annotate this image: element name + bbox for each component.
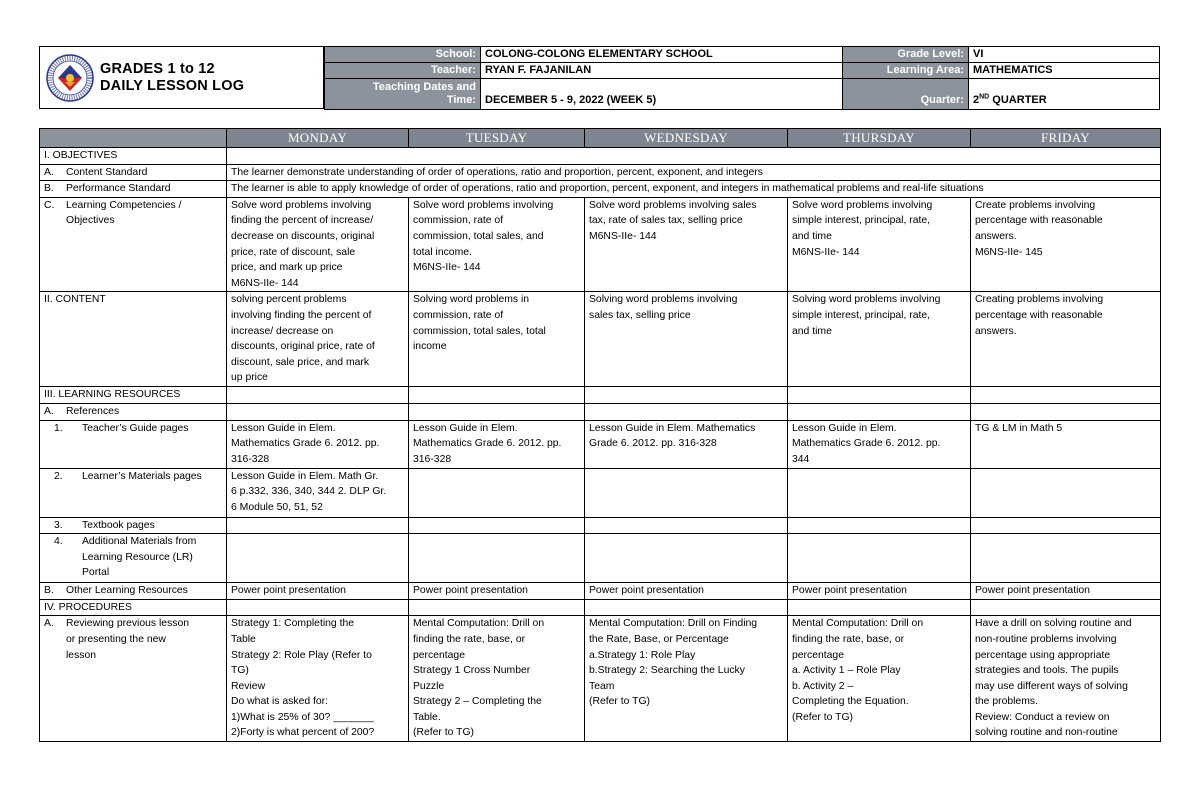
objectives-heading: I. OBJECTIVES: [40, 148, 227, 165]
am-blank-1: [227, 534, 409, 583]
textbook-row: [40, 517, 1161, 534]
lr-blank-5: [971, 387, 1161, 404]
day-tuesday: TUESDAY: [409, 129, 585, 148]
cell-line: Mathematics Grade 6. 2012. pp.: [792, 438, 941, 450]
cell-line: Do what is asked for:: [231, 696, 329, 708]
teaching-dates-label-line1: Teaching Dates and: [372, 81, 476, 93]
other-resources-label: [40, 583, 227, 600]
cell-line: and time: [792, 325, 832, 337]
competencies-tuesday: [409, 197, 585, 292]
day-thursday: THURSDAY: [788, 129, 971, 148]
cell-line: up price: [231, 372, 268, 384]
tg-thursday: [788, 420, 971, 468]
other-friday: Power point presentation: [971, 583, 1161, 600]
content-standard-value: The learner demonstrate understanding of order of operations, ratio and proportion, percent, exponent, and integers: [227, 164, 1161, 181]
cell-line: Review: [231, 680, 266, 692]
other-tuesday: Power point presentation: [409, 583, 585, 600]
cell-line: 1)What is 25% of 30? _______: [231, 711, 374, 723]
cell-line: finding the rate, base, or: [413, 633, 526, 645]
cell-line: solving routine and non-routine: [975, 727, 1118, 739]
teacher-value: RYAN F. FAJANILAN: [481, 63, 843, 79]
teachers-guide-num: 1.: [54, 422, 63, 434]
cell-line: Mental Computation: Drill on Finding: [589, 618, 758, 630]
cell-line: Solve word problems involving: [413, 199, 554, 211]
cell-line: percentage with reasonable: [975, 309, 1103, 321]
content-thursday: [788, 292, 971, 387]
competencies-num: C.: [44, 199, 55, 211]
cell-line: Strategy 2: Role Play (Refer to: [231, 649, 372, 661]
teaching-dates-label: [325, 79, 481, 110]
quarter-number: 2: [973, 94, 980, 106]
tg-monday: [227, 420, 409, 468]
day-wednesday: WEDNESDAY: [585, 129, 788, 148]
day-header-blank: [40, 129, 227, 148]
competencies-label: [40, 197, 227, 292]
cell-line: Solve word problems involving: [792, 199, 933, 211]
additional-materials-num: 4.: [54, 536, 63, 548]
pr-blank-4: [788, 599, 971, 616]
reviewing-row: [40, 616, 1161, 742]
content-standard-text: Content Standard: [66, 166, 148, 178]
cell-line: total income.: [413, 246, 472, 258]
cell-line: Mathematics Grade 6. 2012. pp.: [231, 438, 380, 450]
competencies-thursday: [788, 197, 971, 292]
content-standard-label: [40, 164, 227, 181]
other-resources-num: B.: [44, 585, 54, 597]
cell-line: Mental Computation: Drill on: [792, 618, 924, 630]
tg-friday: [971, 420, 1161, 468]
competencies-row: [40, 197, 1161, 292]
teacher-label: Teacher:: [325, 63, 481, 79]
cell-line: Strategy 1 Cross Number: [413, 665, 531, 677]
cell-line: tax, rate of sales tax, selling price: [589, 215, 743, 227]
cell-line: percentage using appropriate: [975, 649, 1111, 661]
teaching-dates-label-line2: Time:: [446, 94, 476, 106]
reviewing-thursday: [788, 616, 971, 742]
other-resources-text: Other Learning Resources: [66, 585, 188, 597]
pr-blank-1: [227, 599, 409, 616]
quarter-label: Quarter:: [843, 79, 969, 110]
cell-line: 344: [792, 453, 810, 465]
cell-line: M6NS-IIe- 144: [792, 246, 860, 258]
lm-monday: [227, 468, 409, 517]
cell-line: Mental Computation: Drill on: [413, 618, 545, 630]
cell-line: Lesson Guide in Elem. Math Gr.: [231, 470, 379, 482]
reviewing-label: [40, 616, 227, 742]
competencies-line2: Objectives: [66, 215, 115, 227]
lm-tuesday: [409, 468, 585, 517]
cell-line: the Rate, Base, or Percentage: [589, 633, 729, 645]
cell-line: Lesson Guide in Elem.: [231, 422, 336, 434]
teachers-guide-label: [40, 420, 227, 468]
other-resources-row: [40, 583, 1161, 600]
quarter-suffix: ND: [979, 93, 990, 101]
cell-line: M6NS-IIe- 144: [413, 262, 481, 274]
reviewing-tuesday: [409, 616, 585, 742]
learning-resources-row: [40, 387, 1161, 404]
cell-line: Table.: [413, 711, 441, 723]
learners-materials-num: 2.: [54, 470, 63, 482]
tb-blank-1: [227, 517, 409, 534]
pr-blank-5: [971, 599, 1161, 616]
cell-line: Solving word problems involving: [792, 294, 941, 306]
content-row: [40, 292, 1161, 387]
objectives-blank: [227, 148, 1161, 165]
header-info-table: [324, 46, 1160, 110]
cell-line: 6 Module 50, 51, 52: [231, 501, 323, 513]
tb-blank-4: [788, 517, 971, 534]
content-wednesday: [585, 292, 788, 387]
tb-blank-3: [585, 517, 788, 534]
cell-line: a. Activity 1 – Role Play: [792, 665, 901, 677]
learning-resources-heading: III. LEARNING RESOURCES: [40, 387, 227, 404]
competencies-line1: Learning Competencies /: [66, 199, 182, 211]
lr-blank-3: [585, 387, 788, 404]
cell-line: 316-328: [231, 453, 270, 465]
pr-blank-3: [585, 599, 788, 616]
learners-materials-row: [40, 468, 1161, 517]
teaching-dates-value: DECEMBER 5 - 9, 2022 (WEEK 5): [481, 79, 843, 110]
reviewing-line3: lesson: [66, 649, 97, 661]
cell-line: answers.: [975, 325, 1017, 337]
ref-blank-1: [227, 403, 409, 420]
lr-blank-1: [227, 387, 409, 404]
reviewing-line2: or presenting the new: [66, 633, 166, 645]
cell-line: and time: [792, 230, 832, 242]
lr-blank-4: [788, 387, 971, 404]
content-heading: II. CONTENT: [40, 292, 227, 387]
lr-blank-2: [409, 387, 585, 404]
school-label: School:: [325, 47, 481, 63]
day-monday: MONDAY: [227, 129, 409, 148]
cell-line: percentage: [413, 649, 465, 661]
competencies-friday: [971, 197, 1161, 292]
cell-line: percentage with reasonable: [975, 215, 1103, 227]
cell-line: Team: [589, 680, 615, 692]
cell-line: increase/ decrease on: [231, 325, 334, 337]
additional-line1: Additional Materials from: [82, 536, 197, 548]
cell-line: TG): [231, 665, 249, 677]
objectives-row: [40, 148, 1161, 165]
lm-thursday: [788, 468, 971, 517]
procedures-heading: IV. PROCEDURES: [40, 599, 227, 616]
cell-line: simple interest, principal, rate,: [792, 215, 931, 227]
ref-blank-2: [409, 403, 585, 420]
cell-line: sales tax, selling price: [589, 309, 691, 321]
reviewing-wednesday: [585, 616, 788, 742]
cell-line: may use different ways of solving: [975, 680, 1128, 692]
lm-wednesday: [585, 468, 788, 517]
tg-tuesday: [409, 420, 585, 468]
learning-area-label: Learning Area:: [843, 63, 969, 79]
cell-line: Puzzle: [413, 680, 445, 692]
quarter-value: [969, 79, 1160, 110]
deped-seal-icon: [46, 54, 94, 102]
cell-line: price, rate of discount, sale: [231, 246, 356, 258]
cell-line: Creating problems involving: [975, 294, 1104, 306]
competencies-monday: [227, 197, 409, 292]
procedures-row: [40, 599, 1161, 616]
cell-line: price, and mark up price: [231, 262, 343, 274]
references-row: [40, 403, 1161, 420]
references-text: References: [66, 405, 120, 417]
cell-line: 2)Forty is what percent of 200?: [231, 727, 375, 739]
teachers-guide-row: [40, 420, 1161, 468]
lesson-log-table: [39, 128, 1161, 742]
cell-line: a.Strategy 1: Role Play: [589, 649, 696, 661]
school-value: COLONG-COLONG ELEMENTARY SCHOOL: [481, 47, 843, 63]
am-blank-2: [409, 534, 585, 583]
cell-line: commission, total sales, total: [413, 325, 546, 337]
cell-line: the problems.: [975, 696, 1038, 708]
ref-blank-4: [788, 403, 971, 420]
am-blank-3: [585, 534, 788, 583]
references-num: A.: [44, 405, 54, 417]
cell-line: Create problems involving: [975, 199, 1096, 211]
cell-line: Lesson Guide in Elem.: [792, 422, 897, 434]
cell-line: discount, sale price, and mark: [231, 356, 370, 368]
grade-level-value: VI: [969, 47, 1160, 63]
cell-line: commission, rate of: [413, 309, 504, 321]
cell-line: commission, total sales, and: [413, 230, 544, 242]
content-standard-num: A.: [44, 166, 54, 178]
cell-line: b.Strategy 2: Searching the Lucky: [589, 665, 745, 677]
lm-friday: [971, 468, 1161, 517]
reviewing-monday: [227, 616, 409, 742]
cell-line: Have a drill on solving routine and: [975, 618, 1132, 630]
learning-area-value: MATHEMATICS: [969, 63, 1160, 79]
day-header-row: [40, 129, 1161, 148]
learners-materials-label: [40, 468, 227, 517]
other-wednesday: Power point presentation: [585, 583, 788, 600]
cell-line: 316-328: [413, 453, 452, 465]
additional-line2: Learning Resource (LR): [82, 551, 193, 563]
reviewing-line1: Reviewing previous lesson: [66, 618, 190, 630]
cell-line: Completing the Equation.: [792, 696, 909, 708]
performance-standard-row: [40, 181, 1161, 198]
log-title-line1: GRADES 1 to 12: [100, 60, 215, 77]
am-blank-4: [788, 534, 971, 583]
performance-standard-label: [40, 181, 227, 198]
cell-line: (Refer to TG): [589, 696, 651, 708]
other-thursday: Power point presentation: [788, 583, 971, 600]
cell-line: involving finding the percent of: [231, 309, 372, 321]
cell-line: (Refer to TG): [792, 711, 854, 723]
cell-line: Solving word problems involving: [589, 294, 738, 306]
day-friday: FRIDAY: [971, 129, 1161, 148]
content-friday: [971, 292, 1161, 387]
other-monday: Power point presentation: [227, 583, 409, 600]
textbook-num: 3.: [54, 519, 63, 531]
cell-line: b. Activity 2 –: [792, 680, 854, 692]
cell-line: 6 p.332, 336, 340, 344 2. DLP Gr.: [231, 486, 387, 498]
learners-materials-text: Learner’s Materials pages: [82, 470, 202, 482]
cell-line: solving percent problems: [231, 294, 347, 306]
additional-materials-row: [40, 534, 1161, 583]
cell-line: Strategy 2 – Completing the: [413, 696, 542, 708]
log-title-line2: DAILY LESSON LOG: [100, 77, 245, 94]
cell-line: Lesson Guide in Elem.: [413, 422, 518, 434]
competencies-wednesday: [585, 197, 788, 292]
cell-line: Solve word problems involving sales: [589, 199, 757, 211]
cell-line: M6NS-IIe- 144: [589, 230, 657, 242]
quarter-text: QUARTER: [989, 94, 1047, 106]
cell-line: non-routine problems involving: [975, 633, 1117, 645]
additional-materials-label: [40, 534, 227, 583]
cell-line: finding the rate, base, or: [792, 633, 905, 645]
textbook-text: Textbook pages: [82, 519, 155, 531]
cell-line: strategies and tools. The pupils: [975, 665, 1119, 677]
cell-line: decrease on discounts, original: [231, 230, 375, 242]
am-blank-5: [971, 534, 1161, 583]
reviewing-friday: [971, 616, 1161, 742]
pr-blank-2: [409, 599, 585, 616]
reviewing-num: A.: [44, 618, 54, 630]
cell-line: percentage: [792, 649, 844, 661]
performance-standard-value: The learner is able to apply knowledge of order of operations, ratio and proportion, percent, exponent, and integers in mathematical problems and real-life situations: [227, 181, 1161, 198]
cell-line: Table: [231, 633, 256, 645]
cell-line: Solve word problems involving: [231, 199, 372, 211]
ref-blank-3: [585, 403, 788, 420]
cell-line: commission, rate of: [413, 215, 504, 227]
cell-line: income: [413, 341, 447, 353]
cell-line: Review: Conduct a review on: [975, 711, 1110, 723]
cell-line: Solving word problems in: [413, 294, 530, 306]
cell-line: Mathematics Grade 6. 2012. pp.: [413, 438, 562, 450]
cell-line: Grade 6. 2012. pp. 316-328: [589, 438, 717, 450]
performance-standard-text: Performance Standard: [66, 183, 171, 195]
header-title-box: [39, 46, 324, 109]
cell-line: finding the percent of increase/: [231, 215, 374, 227]
cell-line: TG & LM in Math 5: [975, 422, 1063, 434]
content-standard-row: [40, 164, 1161, 181]
content-monday: [227, 292, 409, 387]
cell-line: simple interest, principal, rate,: [792, 309, 931, 321]
tb-blank-2: [409, 517, 585, 534]
teachers-guide-text: Teacher’s Guide pages: [82, 422, 189, 434]
cell-line: Strategy 1: Completing the: [231, 618, 355, 630]
cell-line: answers.: [975, 230, 1017, 242]
cell-line: discounts, original price, rate of: [231, 341, 375, 353]
cell-line: M6NS-IIe- 145: [975, 246, 1043, 258]
cell-line: Lesson Guide in Elem. Mathematics: [589, 422, 756, 434]
tb-blank-5: [971, 517, 1161, 534]
content-tuesday: [409, 292, 585, 387]
cell-line: (Refer to TG): [413, 727, 475, 739]
ref-blank-5: [971, 403, 1161, 420]
additional-line3: Portal: [82, 567, 110, 579]
performance-standard-num: B.: [44, 183, 54, 195]
grade-level-label: Grade Level:: [843, 47, 969, 63]
cell-line: M6NS-IIe- 144: [231, 277, 299, 289]
tg-wednesday: [585, 420, 788, 468]
references-label: [40, 403, 227, 420]
textbook-label: [40, 517, 227, 534]
